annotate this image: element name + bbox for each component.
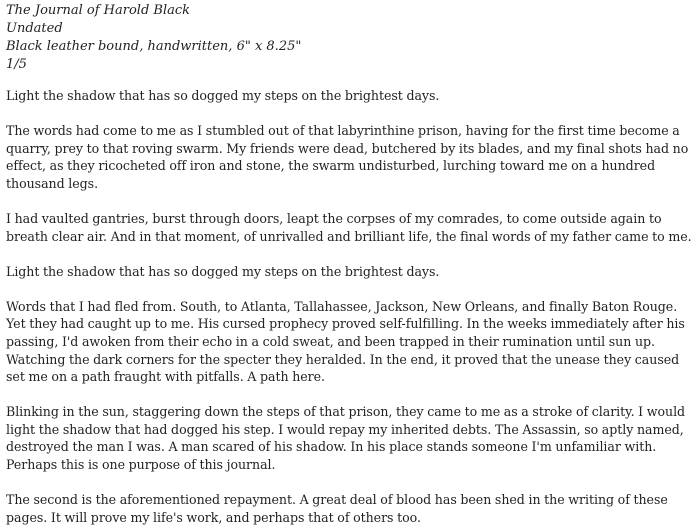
- paragraph-6: Blinking in the sun, staggering down the steps of that prison, they came to me as a stroke of clarity. I would light the shadow that had dogged his step. I would repay my inherited debts. The Assassin, so aptly named, destroyed the man I was. A man scared of his shadow. In his place stands someone I'm unfamiliar with. Perhaps this is one purpose of this journal.: [6, 404, 686, 472]
- journal-description: Black leather bound, handwritten, 6" x 8.25": [6, 39, 302, 54]
- paragraph-5: Words that I had fled from. South, to Atlanta, Tallahassee, Jackson, New Orleans, and finally Baton Rouge. Yet they had caught up to me. His cursed prophecy proved self-fulfilling. In the weeks immediately after his passing, I'd awoken from their echo in a cold sweat, and been trapped in their rumination until sun up. Watching the dark corners for the specter they heralded. In the end, it proved that the unease they caused set me on a path fraught with pitfalls. A path here.: [6, 298, 685, 385]
- paragraph-3: I had vaulted gantries, burst through doors, leapt the corpses of my comrades, to come outside again to breath clear air. And in that moment, of unrivalled and brilliant life, the final words of my father came to me.: [6, 210, 692, 244]
- page-indicator: 1/5: [6, 57, 27, 72]
- journal-metadata: [6, 2, 696, 74]
- paragraph-4: Light the shadow that has so dogged my steps on the brightest days.: [6, 263, 440, 279]
- paragraph-2: The words had come to me as I stumbled out of that labyrinthine prison, having for the first time become a quarry, prey to that roving swarm. My friends were dead, butchered by its blades, and my final shots had no effect, as they ricocheted off iron and stone, the swarm undisturbed, lurching toward me on a hundred thousand legs.: [6, 123, 689, 191]
- journal-title: The Journal of Harold Black: [6, 3, 191, 18]
- journal-body: [6, 87, 696, 526]
- journal-page: [6, 2, 696, 526]
- paragraph-1: Light the shadow that has so dogged my steps on the brightest days.: [6, 88, 440, 103]
- journal-date: Undated: [6, 21, 63, 36]
- paragraph-7: The second is the aforementioned repayment. A great deal of blood has been shed in the writing of these pages. It will prove my life's work, and perhaps that of others too.: [6, 492, 668, 525]
